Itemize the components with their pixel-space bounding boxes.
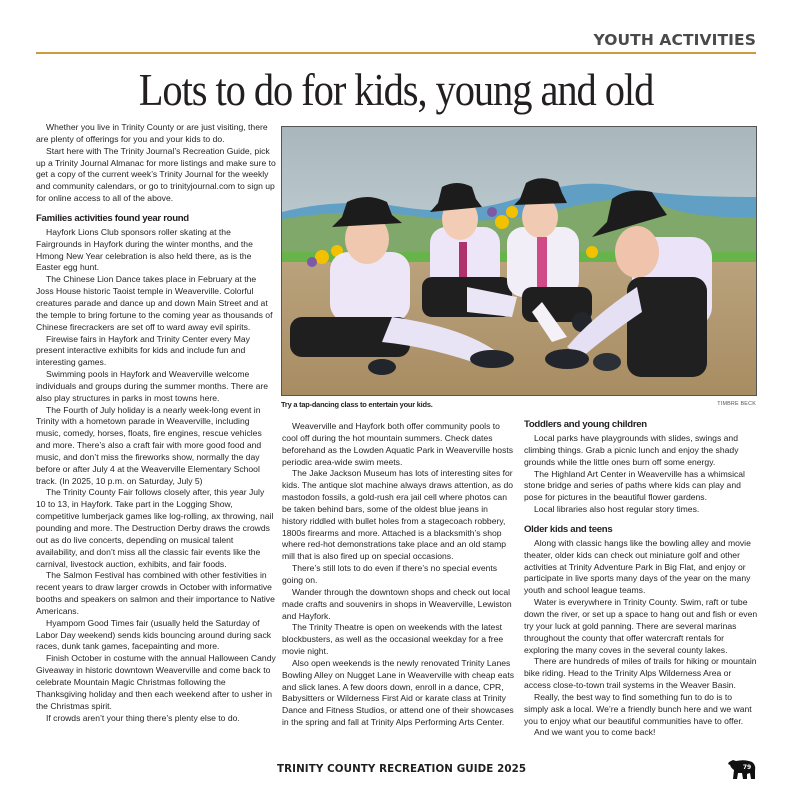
paragraph: Wander through the downtown shops and check out local made crafts and souvenirs in shops in Weaverville, Lewiston and Hayfork.: [282, 586, 512, 621]
paragraph: Also open weekends is the newly renovated Trinity Lanes Bowling Alley on Nugget Lane in Weaverville with cheap eats and slick lanes. A few doors down, enroll in a dance, CPR, Babysitters or Wilderness First Aid or karate class at Trinity Dance and Fitness Studios, or attend one of their showcases in the spring and fall at Trinity Alps Performing Arts Center.: [282, 657, 515, 728]
paragraph: The Trinity Theatre is open on weekends with the latest blockbusters, as well as the occasional weekday for a free movie night.: [282, 622, 504, 657]
paragraph: Hyampom Good Times fair (usually held the Saturday of Labor Day weekend) sends kids bouncing around during sack races, dunk tank games, facepainting and more.: [36, 617, 272, 652]
paragraph: If crowds aren’t your thing there’s plenty else to do.: [46, 712, 240, 723]
tap-dance-photo: [281, 126, 757, 396]
paragraph: And we want you to come back!: [534, 727, 656, 738]
paragraph: Along with classic hangs like the bowling alley and movie theater, older kids can check out miniature golf and other activities at Trinity Adventure Park in Big Flat, and enjoy or participate in live sports many days of the year on the many youth and school league teams.: [524, 537, 751, 596]
article-column-1: [36, 122, 276, 724]
paragraph: Finish October in costume with the annual Halloween Candy Giveaway in historic downtown Weaverville and come back to celebrate Mountain Magic Christmas following the Thanksgiving holiday and then each weekend after to usher in the Christmas spirit.: [36, 653, 276, 711]
paragraph: Water is everywhere in Trinity County. Swim, raft or tube down the river, or set up a space to hang out and fish or even try your luck at gold panning. There are several marinas throughout the county that offer watercraft rentals for exploring the many coves in the several county lakes.: [524, 597, 758, 655]
paragraph: Really, the best way to find something fun to do is to simply ask a local. We’re a friendly bunch here and we want you to enjoy what our beautiful communities have to offer.: [524, 691, 752, 726]
section-label: YOUTH ACTIVITIES: [593, 31, 756, 49]
headline: Lots to do for kids, young and old: [138, 65, 654, 115]
paragraph: Hayfork Lions Club sponsors roller skating at the Fairgrounds in Hayfork during the winter months, and the Hmong New Year celebration is also held there, as is the Easter egg hunt.: [36, 226, 253, 273]
paragraph: Firewise fairs in Hayfork and Trinity Center every May present interactive exhibits for kids and include fun and interesting games.: [36, 333, 250, 368]
bear-icon: [727, 758, 757, 780]
header-rule: [36, 52, 756, 54]
paragraph: Swimming pools in Hayfork and Weaverville welcome individuals and groups during the summer months. There are also play structures in parks in most towns here.: [36, 369, 268, 403]
section-heading: Toddlers and young children: [524, 419, 647, 430]
intro-paragraph: Whether you live in Trinity County or are just visiting, there are plenty of offerings for you and your kids to do.: [36, 122, 268, 144]
article-column-3: [524, 418, 758, 739]
photo-caption: Try a tap-dancing class to entertain your kids.: [281, 400, 433, 409]
paragraph: The Trinity County Fair follows closely after, this year July 10 to 13, in Hayfork. Take part in the Logging Show, competitive lumberjack games like log-rolling, ax throwing, nail pounding and more. The Destruction Derby draws the crowds out as do live concerts, depending on musical talent availability, and don’t miss all the classic fair events like the carnival, livestock auction, exhibits, and fair foods.: [36, 487, 274, 569]
paragraph: The Salmon Festival has combined with other festivities in recent years to draw larger crowds in October with informative booths and speakers on salmon and their importance to Native Americans.: [36, 570, 275, 616]
paragraph: The Chinese Lion Dance takes place in February at the Joss House historic Taoist temple in Weaverville. Colorful creatures parade and dance up and down Main Street and at the temple to bring fortune to the coming year as thousands of Chinese firecrackers are set off to ward away evil spirits.: [36, 274, 273, 332]
paragraph: Local libraries also host regular story times.: [534, 504, 700, 515]
page-number: 79: [742, 764, 752, 771]
paragraph: Weaverville and Hayfork both offer community pools to cool off during the hot mountain summers. Check dates beforehand as the Lowden Aquatic Park in Weaverville hosts periodic area-wide swim meets.: [282, 421, 514, 467]
photo-credit: TIMBRE BECK: [717, 401, 756, 407]
intro-paragraph: Start here with The Trinity Journal’s Recreation Guide, pick up a Trinity Journal Almanac for more listings and make sure to get a copy of the current week’s Trinity Journal for the weekly and community calendars, or go to trinityjournal.com to sign up for online access to all of the above.: [36, 145, 276, 204]
paragraph: The Fourth of July holiday is a nearly week-long event in Trinity with a hometown parade in Weaverville, including music, comedy, horses, floats, fire engines, rescue vehicles and more. There’s also a craft fair with more good food and music, and don’t miss the fireworks show, normally the day before or after July 4 at the Weaverville Elementary School track. (In 2025, 10 p.m. on Saturday, July 5): [36, 404, 262, 486]
section-heading: Older kids and teens: [524, 523, 613, 535]
paragraph: Local parks have playgrounds with slides, swings and climbing things. Grab a picnic lunch and enjoy the shady grounds while the little ones burn off some energy.: [524, 433, 739, 467]
paragraph: The Jake Jackson Museum has lots of interesting sites for kids. The antique slot machine always draws attention, as do mastodon fossils, a gold-rush era jail cell where photos can be taken behind bars, some of the oldest blue jeans in history riddled with bullet holes from a stagecoach robbery, 1800s firearms and more. Attached is a blacksmith’s shop where red-hot demonstrations take place and an old stamp mill that is also fired up on special occasions.: [282, 468, 514, 562]
paragraph: There are hundreds of miles of trails for hiking or mountain bike riding. Head to the Trinity Alps Wilderness Area or access close-to-town trail systems in the Weaver Basin.: [524, 656, 757, 691]
section-heading: Families activities found year round: [36, 212, 189, 224]
paragraph: The Highland Art Center in Weaverville has a whimsical stone bridge and series of paths where kids can play and pose for pictures in the beautiful flower gardens.: [524, 468, 745, 503]
footer-publication: TRINITY COUNTY RECREATION GUIDE 2025: [277, 763, 527, 775]
paragraph: There’s still lots to do even if there’s no special events going on.: [282, 563, 498, 585]
article-column-2: [282, 421, 515, 729]
